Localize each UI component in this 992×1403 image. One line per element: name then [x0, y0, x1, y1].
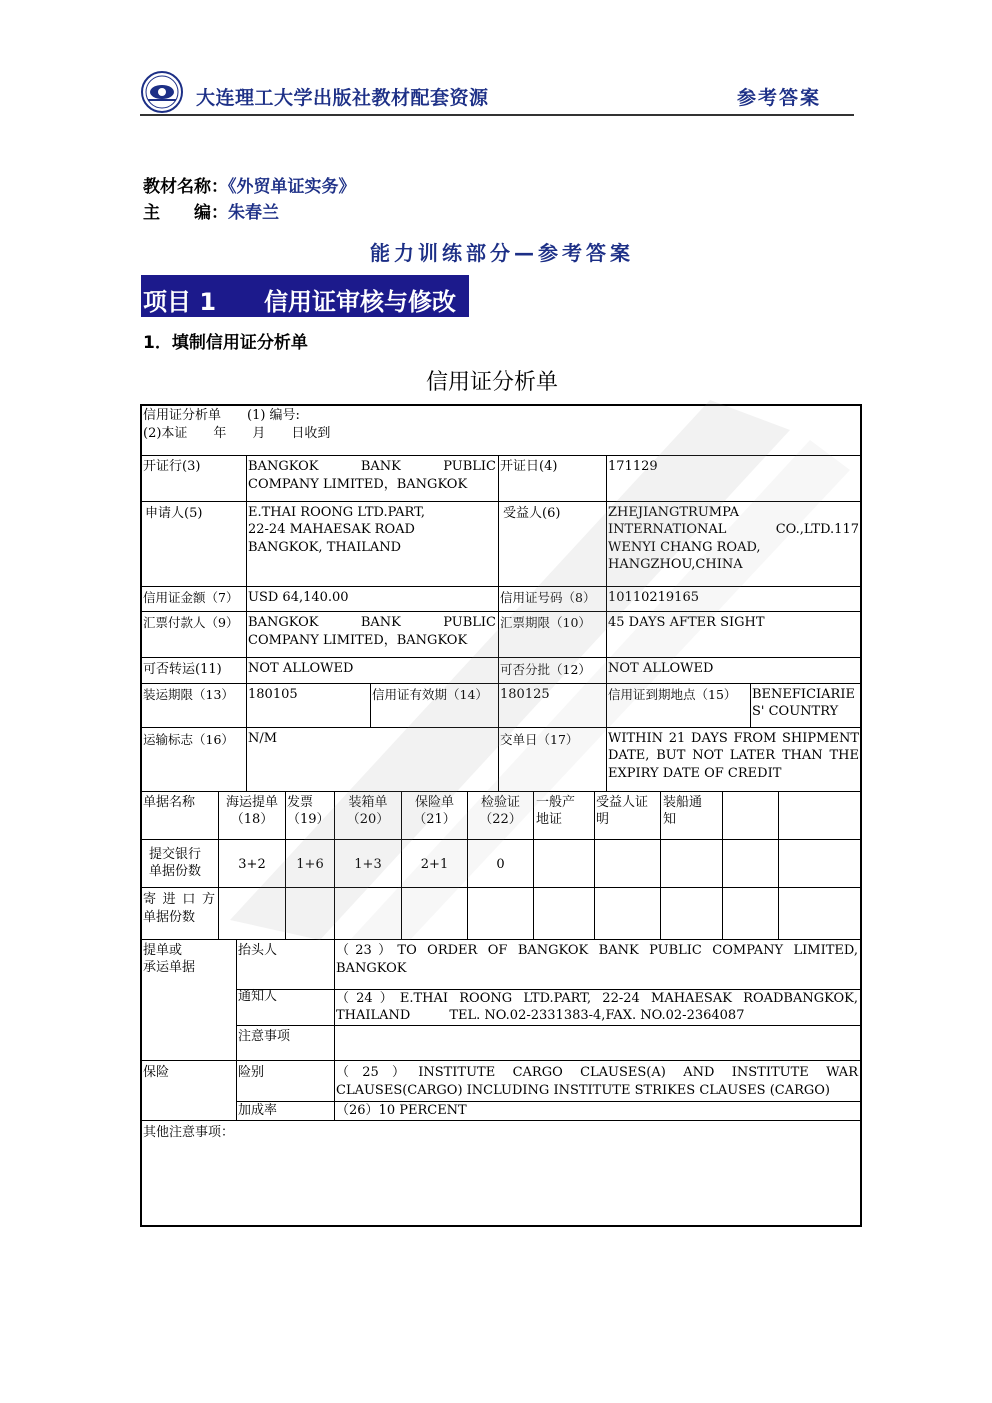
- form-border-bottom: [140, 1225, 862, 1227]
- row-rule: [140, 727, 862, 728]
- col-rule: [334, 939, 335, 1120]
- draft-tenor-value: 45 DAYS AFTER SIGHT: [608, 615, 765, 630]
- expiry-place-line-2: S' COUNTRY: [752, 704, 839, 719]
- amount-label: 信用证金额（7）: [143, 590, 239, 605]
- editor-line: [143, 198, 279, 223]
- doc-col-packing: 装箱单 （20）: [346, 795, 390, 827]
- bank-copies-label: 提交银行 单据份数: [149, 847, 202, 879]
- expiry-place-line-1: BENEFICIARIE: [752, 687, 855, 702]
- issue-date-value: 171129: [608, 459, 658, 474]
- lc-number-label: 信用证号码（8）: [500, 590, 596, 605]
- drawee-value: BANGKOK BANK PUBLIC: [248, 615, 496, 630]
- drawee-value-2: COMPANY LIMITED，BANGKOK: [248, 633, 468, 648]
- col-rule: [498, 455, 499, 791]
- row-rule: [140, 455, 862, 456]
- drawee-label: 汇票付款人（9）: [143, 615, 239, 630]
- section-title: 能力训练部分—参考答案: [370, 241, 634, 265]
- risks-value: （25）INSTITUTE CARGO CLAUSES(A) AND INSTITUTE WAR: [336, 1065, 858, 1080]
- bl-section-label: 提单或 承运单据: [143, 943, 196, 975]
- applicant-line-2: 22-24 MAHAESAK ROAD: [248, 522, 415, 537]
- editor-label: 主 编：: [143, 203, 228, 223]
- doc-col-shipping-advice: 装船通 知: [663, 795, 703, 827]
- col-rule: [606, 455, 607, 791]
- col-rule: [236, 939, 237, 1120]
- importer-copies-label-2: 单据份数: [143, 910, 196, 925]
- col-rule: [370, 683, 371, 727]
- shipment-date-label: 装运期限（13）: [143, 687, 234, 702]
- book-name: 《外贸单证实务》: [228, 177, 356, 197]
- presentation-line-2: DATE, BUT NOT LATER THAN THE: [608, 748, 859, 763]
- col-rule: [750, 683, 751, 727]
- validity-value: 180125: [500, 687, 550, 702]
- publisher-name: 大连理工大学出版社教材配套资源: [196, 87, 489, 109]
- beneficiary-label: 受益人(6): [503, 506, 561, 521]
- row-rule: [140, 939, 862, 940]
- insurance-label: 保险: [143, 1065, 170, 1080]
- lc-analysis-form: [140, 404, 862, 1227]
- book-name-line: [143, 172, 356, 197]
- publisher-logo: [140, 70, 184, 114]
- docs-label: 单据名称: [143, 795, 196, 810]
- doc-col-bl: 海运提单 （18）: [225, 795, 278, 827]
- validity-label: 信用证有效期（14）: [372, 687, 488, 702]
- row-rule: [140, 586, 862, 587]
- markup-label: 加成率: [238, 1103, 278, 1118]
- bank-copies-invoice: 1+6: [296, 857, 324, 872]
- consignee-value-2: BANGKOK: [336, 961, 407, 976]
- partial-shipment-label: 可否分批（12）: [500, 662, 591, 677]
- row-rule: [140, 791, 862, 792]
- consignee-value: （23）TO ORDER OF BANGKOK BANK PUBLIC COMPANY LIMITED,: [336, 943, 858, 958]
- risks-value-2: CLAUSES(CARGO) INCLUDING INSTITUTE STRIKES CLAUSES (CARGO): [336, 1083, 830, 1098]
- doc-col-insurance: 保险单 （21）: [413, 795, 456, 827]
- draft-tenor-label: 汇票期限（10）: [500, 615, 591, 630]
- form-number-line: 信用证分析单 (1) 编号:: [143, 408, 300, 423]
- beneficiary-line-4: HANGZHOU,CHINA: [608, 557, 743, 572]
- notify-value: （24）E.THAI ROONG LTD.PART, 22-24 MAHAESAK ROADBANGKOK,: [336, 991, 858, 1006]
- bank-copies-packing: 1+3: [354, 857, 382, 872]
- col-rule: [778, 791, 779, 939]
- transshipment-value: NOT ALLOWED: [248, 661, 354, 676]
- doc-col-inspection: 检验证 （22）: [479, 795, 522, 827]
- doc-col-origin: 一般产 地证: [536, 795, 576, 827]
- row-rule: [236, 1101, 862, 1102]
- form-border-left: [140, 404, 142, 1227]
- shipping-marks-value: N/M: [248, 731, 278, 746]
- shipment-date-value: 180105: [248, 687, 298, 702]
- row-rule: [140, 839, 862, 840]
- row-rule: [236, 1025, 862, 1026]
- issue-date-label: 开证日(4): [500, 459, 558, 474]
- beneficiary-line-2: INTERNATIONAL CO.,LTD.117: [608, 522, 859, 537]
- doc-type-label: 参考答案: [737, 87, 822, 109]
- applicant-line-3: BANGKOK, THAILAND: [248, 540, 402, 555]
- row-rule: [140, 683, 862, 684]
- issuing-bank-value-2: COMPANY LIMITED，BANGKOK: [248, 477, 468, 492]
- bank-copies-bl: 3+2: [238, 857, 266, 872]
- partial-shipment-value: NOT ALLOWED: [608, 661, 714, 676]
- form-border-right: [860, 404, 862, 1227]
- form-title: 信用证分析单: [426, 370, 559, 395]
- doc-col-beneficiary-cert: 受益人证 明: [596, 795, 649, 827]
- consignee-label: 抬头人: [238, 943, 278, 958]
- presentation-line-3: EXPIRY DATE OF CREDIT: [608, 766, 782, 781]
- beneficiary-line-3: WENYI CHANG ROAD,: [608, 540, 761, 555]
- col-rule: [722, 791, 723, 939]
- expiry-place-label: 信用证到期地点（15）: [608, 687, 737, 702]
- col-rule: [533, 791, 534, 939]
- sub-item-heading: 1．填制信用证分析单: [143, 333, 308, 353]
- notify-value-2: THAILAND TEL. NO.02-2331383-4,FAX. NO.02-2364087: [336, 1008, 745, 1023]
- beneficiary-line-1: ZHEJIANGTRUMPA: [608, 505, 740, 520]
- row-rule: [140, 611, 862, 612]
- row-rule: [140, 1060, 862, 1061]
- row-rule: [140, 887, 862, 888]
- doc-col-invoice: 发票 （19）: [287, 795, 330, 827]
- col-rule: [594, 791, 595, 939]
- col-rule: [660, 791, 661, 939]
- transshipment-label: 可否转运(11): [143, 662, 222, 677]
- issuing-bank-value: BANGKOK BANK PUBLIC: [248, 459, 496, 474]
- lc-number-value: 10110219165: [608, 590, 699, 605]
- notify-label: 通知人: [238, 989, 278, 1004]
- bank-copies-insurance: 2+1: [420, 857, 449, 872]
- other-notes-label: 其他注意事项：: [143, 1125, 235, 1140]
- row-rule: [140, 501, 862, 502]
- importer-copies-label: 寄 进 口 方: [143, 892, 215, 907]
- header-divider: [140, 114, 854, 116]
- presentation-line-1: WITHIN 21 DAYS FROM SHIPMENT: [608, 731, 859, 746]
- bank-copies-inspection: 0: [496, 857, 505, 872]
- applicant-line-1: E.THAI ROONG LTD.PART,: [248, 505, 426, 520]
- shipping-marks-label: 运输标志（16）: [143, 732, 234, 747]
- risks-label: 险别: [238, 1065, 265, 1080]
- row-rule: [140, 1120, 862, 1121]
- amount-value: USD 64,140.00: [248, 590, 349, 605]
- attention-label: 注意事项: [238, 1029, 291, 1044]
- editor-name: 朱春兰: [228, 203, 279, 223]
- book-label: 教材名称：: [143, 177, 228, 197]
- markup-value: （26）10 PERCENT: [336, 1103, 467, 1118]
- row-rule: [140, 657, 862, 658]
- project-title: 项目 1 信用证审核与修改: [143, 288, 457, 316]
- received-date-line: (2)本证 年 月 日收到: [143, 426, 331, 441]
- form-border-top: [140, 404, 862, 406]
- col-rule: [246, 455, 247, 791]
- presentation-label: 交单日（17）: [500, 732, 579, 747]
- issuing-bank-label: 开证行(3): [143, 459, 201, 474]
- applicant-label: 申请人(5): [145, 506, 203, 521]
